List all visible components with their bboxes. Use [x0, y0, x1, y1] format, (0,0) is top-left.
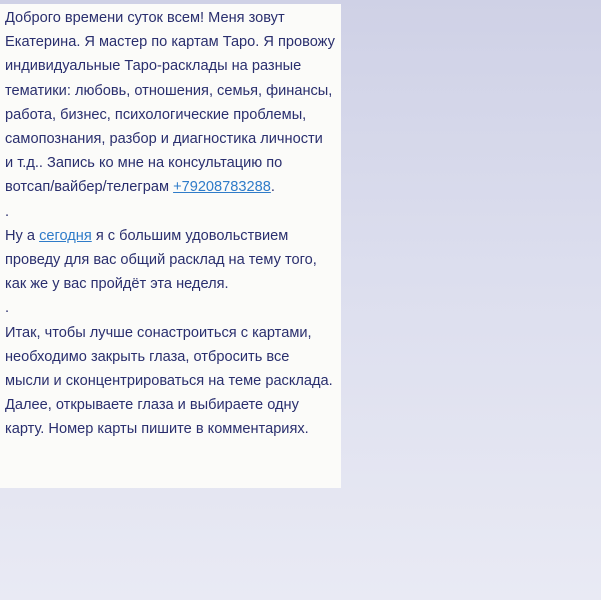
intro-paragraph	[5, 6, 335, 200]
post-text-card	[0, 4, 341, 488]
phone-link[interactable]: +79208783288	[173, 179, 271, 196]
today-hashtag-link[interactable]: сегодня	[39, 227, 92, 244]
intro-end: .	[270, 179, 275, 196]
separator-dot: .	[5, 203, 10, 220]
today-prefix: Ну а	[5, 227, 40, 244]
instructions-paragraph: Итак, чтобы лучше сонастроиться с картами, необходимо закрыть глаза, отбросить все мысли и сконцентрироваться на теме расклада. Далее, открываете глаза и выбираете одну карту. Номер карты пишите в комментариях.	[5, 324, 333, 438]
intro-text: Доброго времени суток всем! Меня зовут Екатерина. Я мастер по картам Таро. Я провожу индивидуальные Таро-расклады на разные тематики: любовь, отношения, семья, финансы, работа, бизнес, психологические проблемы, самопознания, разбор и диагностика личности и т.д.. Запись ко мне на консультацию по вотсап/вайбер/телеграм	[5, 10, 335, 196]
today-paragraph	[5, 224, 335, 297]
separator-dot: .	[5, 300, 10, 317]
today-suffix: я с большим удовольствием проведу для вас общий расклад на тему того, как же у вас пройдёт эта неделя.	[5, 227, 317, 293]
